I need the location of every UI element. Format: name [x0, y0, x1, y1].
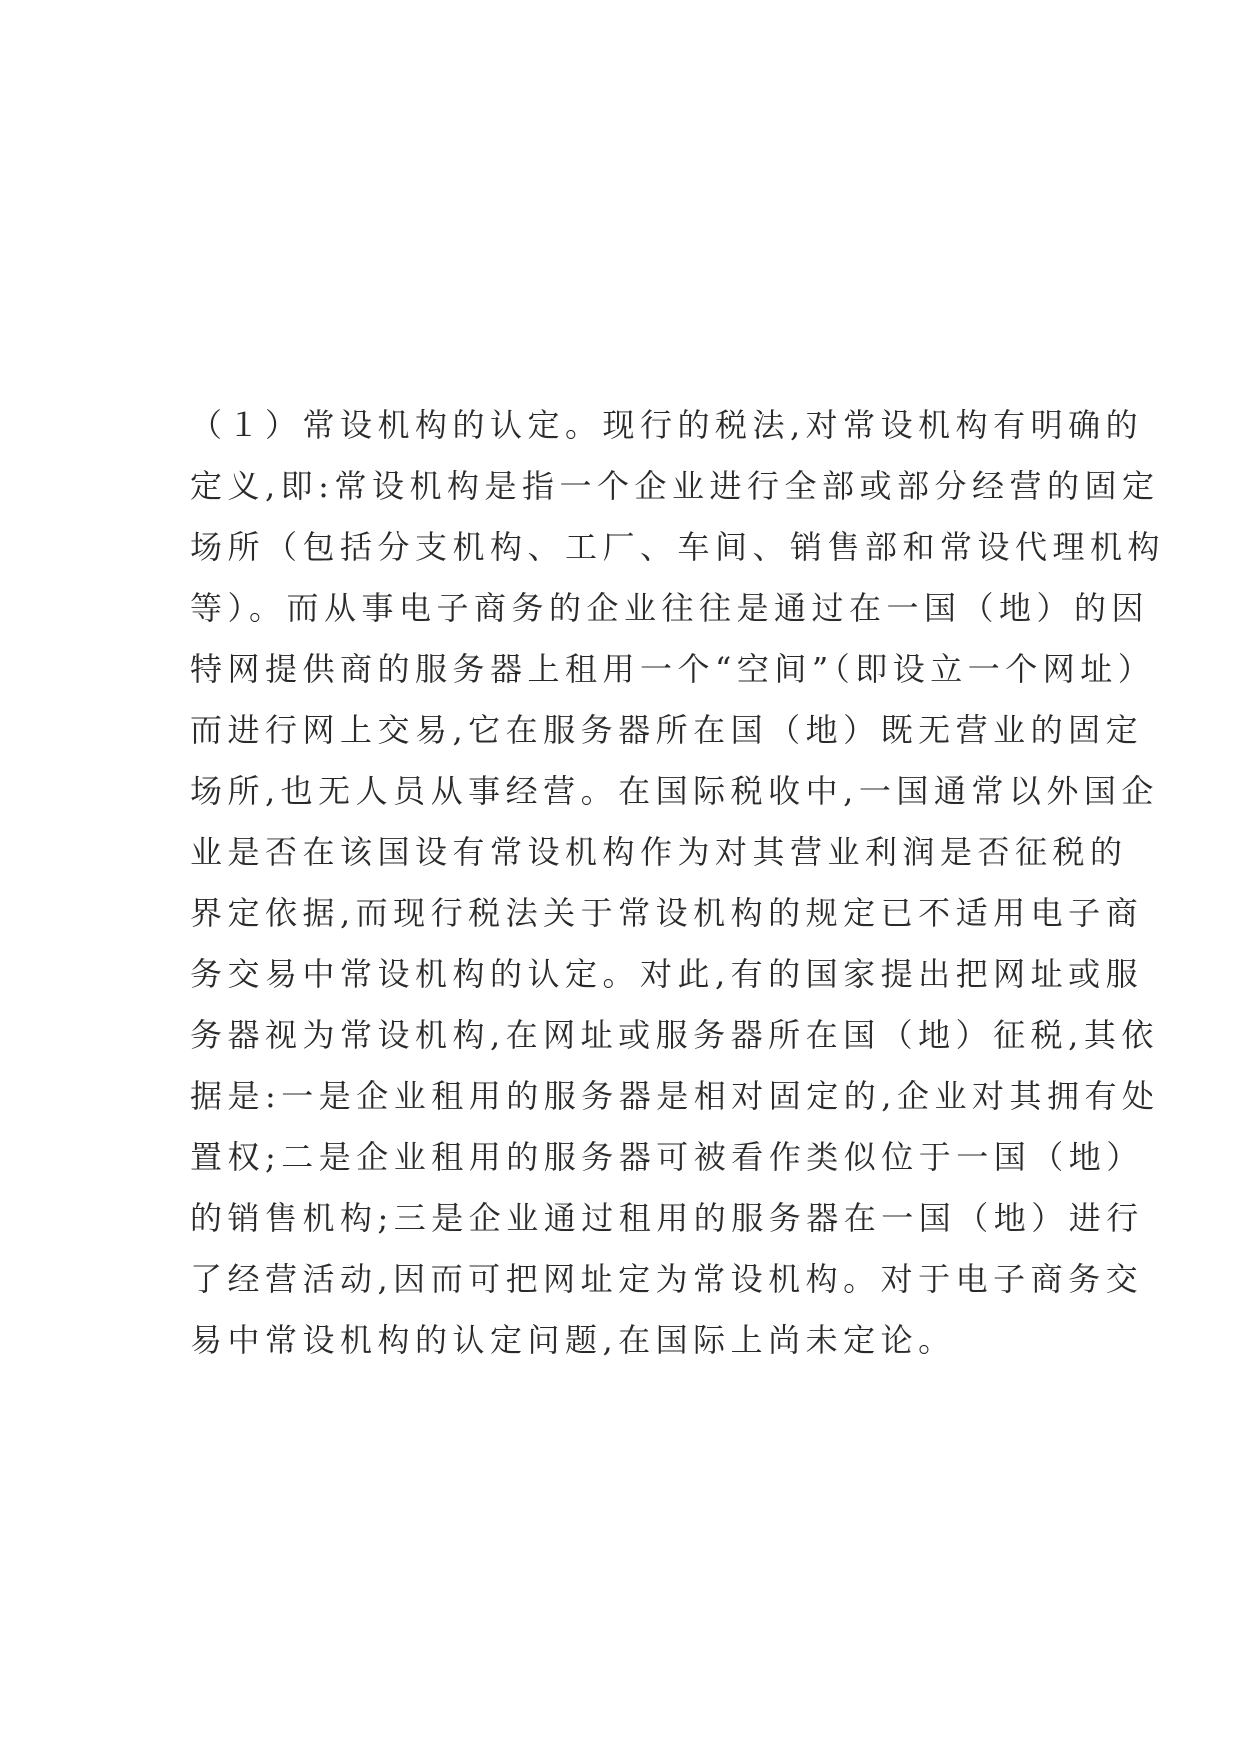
body-paragraph	[190, 395, 1166, 1371]
paragraph-line: 特网提供商的服务器上租用一个“空间”（即设立一个网址）	[190, 650, 1156, 688]
paragraph-line: 而进行网上交易,它在服务器所在国（地）既无营业的固定	[190, 711, 1144, 749]
paragraph-line: 定义,即:常设机构是指一个企业进行全部或部分经营的固定	[190, 467, 1160, 505]
paragraph-line: 易中常设机构的认定问题,在国际上尚未定论。	[190, 1321, 956, 1359]
paragraph-line: 据是:一是企业租用的服务器是相对固定的,企业对其拥有处	[190, 1077, 1160, 1115]
paragraph-line: （１）常设机构的认定。现行的税法,对常设机构有明确的	[190, 406, 1144, 444]
paragraph-line: 等）。而从事电子商务的企业往往是通过在一国（地）的因	[190, 589, 1150, 627]
paragraph-line: 务交易中常设机构的认定。对此,有的国家提出把网址或服	[190, 955, 1144, 993]
paragraph-line: 界定依据,而现行税法关于常设机构的规定已不适用电子商	[190, 894, 1144, 932]
paragraph-line: 场所（包括分支机构、工厂、车间、销售部和常设代理机构	[190, 528, 1166, 566]
paragraph-line: 置权;二是企业租用的服务器可被看作类似位于一国（地）	[190, 1138, 1144, 1176]
paragraph-line: 业是否在该国设有常设机构作为对其营业利润是否征税的	[190, 833, 1128, 871]
paragraph-line: 了经营活动,因而可把网址定为常设机构。对于电子商务交	[190, 1260, 1144, 1298]
paragraph-line: 的销售机构;三是企业通过租用的服务器在一国（地）进行	[190, 1199, 1144, 1237]
paragraph-line: 务器视为常设机构,在网址或服务器所在国（地）征税,其依	[190, 1016, 1159, 1054]
paragraph-line: 场所,也无人员从事经营。在国际税收中,一国通常以外国企	[190, 772, 1159, 810]
